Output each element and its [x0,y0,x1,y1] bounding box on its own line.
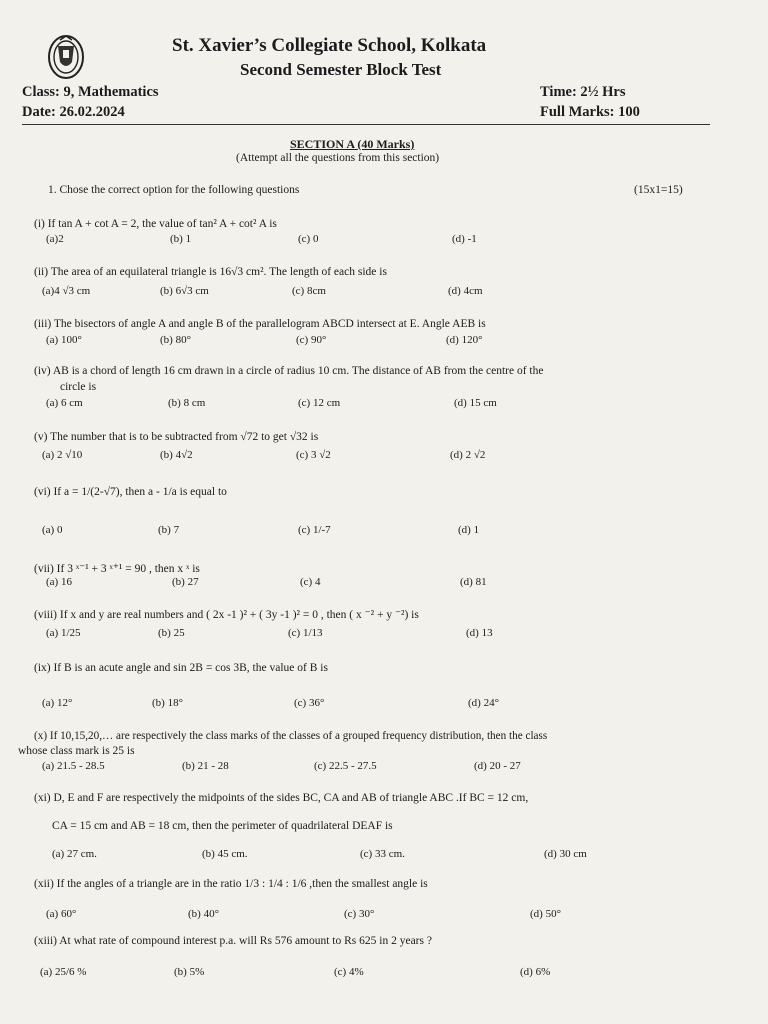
question-x-option-b: (b) 21 - 28 [182,760,229,772]
question-v: (v) The number that is to be subtracted from √72 to get √32 is [34,431,319,443]
section-name: SECTION A [290,137,355,151]
question-xi-option-c: (c) 33 cm. [360,848,405,860]
question-i-option-b: (b) 1 [170,233,192,245]
class-label: Class: 9, Mathematics [22,84,159,100]
question-vi: (vi) If a = 1/(2-√7), then a - 1/a is equal to [34,486,227,498]
question-xiii-option-b: (b) 5% [174,966,205,978]
question-iv-line2: circle is [60,381,97,393]
question-xiii: (xiii) At what rate of compound interest p.a. will Rs 576 amount to Rs 625 in 2 years ? [34,935,432,947]
question-ix-option-c: (c) 36° [294,697,325,709]
question-v-option-a: (a) 2 √10 [42,449,83,461]
question-ix: (ix) If B is an acute angle and sin 2B = cos 3B, the value of B is [34,662,328,674]
question-viii-option-a: (a) 1/25 [46,627,81,639]
section-title [290,137,414,152]
question-iv-option-c: (c) 12 cm [298,397,341,409]
question-ii-option-d: (d) 4cm [448,285,483,297]
question-iv: (iv) AB is a chord of length 16 cm drawn in a circle of radius 10 cm. The distance of AB from the centre of the [34,365,544,377]
question-ii-option-c: (c) 8cm [292,285,326,297]
question-iii-option-b: (b) 80° [160,334,191,346]
date-label: Date: 26.02.2024 [22,104,125,120]
question-x-line2: whose class mark is 25 is [18,745,135,757]
question-xii-option-c: (c) 30° [344,908,375,920]
question-iii-option-d: (d) 120° [446,334,483,346]
question-v-option-d: (d) 2 √2 [450,449,486,461]
question-ix-option-d: (d) 24° [468,697,499,709]
question-xi-option-b: (b) 45 cm. [202,848,248,860]
question-x: (x) If 10,15,20,… are respectively the class marks of the classes of a grouped frequency distribution, then the class [34,730,548,742]
exam-title: Second Semester Block Test [240,60,442,79]
school-name: St. Xavier’s Collegiate School, Kolkata [172,35,487,56]
question-viii-option-d: (d) 13 [466,627,493,639]
question-x-option-c: (c) 22.5 - 27.5 [314,760,377,772]
question-i-option-d: (d) -1 [452,233,477,245]
question-x-option-d: (d) 20 - 27 [474,760,521,772]
question-iv-option-d: (d) 15 cm [454,397,497,409]
question-viii: (viii) If x and y are real numbers and ( 2x -1 )² + ( 3y -1 )² = 0 , then ( x ⁻² + y ⁻²) is [34,609,419,621]
school-crest-logo [46,32,86,82]
question-xiii-option-d: (d) 6% [520,966,551,978]
question-1-text: 1. Chose the correct option for the following questions [48,184,300,196]
question-vii-option-b: (b) 27 [172,576,199,588]
question-vii: (vii) If 3 ˣ⁻¹ + 3 ˣ⁺¹ = 90 , then x ˣ is [34,563,200,575]
question-vii-option-a: (a) 16 [46,576,72,588]
full-marks-label: Full Marks: 100 [540,104,640,120]
question-xii-option-d: (d) 50° [530,908,561,920]
question-vi-option-a: (a) 0 [42,524,63,536]
time-label: Time: 2½ Hrs [540,84,626,100]
question-xi: (xi) D, E and F are respectively the midpoints of the sides BC, CA and AB of triangle ABC .If BC = 12 cm, [34,792,529,804]
question-xi-option-a: (a) 27 cm. [52,848,97,860]
question-xii-option-b: (b) 40° [188,908,219,920]
header-divider [22,124,710,125]
question-vi-option-b: (b) 7 [158,524,180,536]
question-iv-option-b: (b) 8 cm [168,397,206,409]
question-vii-option-c: (c) 4 [300,576,321,588]
question-xi-option-d: (d) 30 cm [544,848,587,860]
question-i-option-c: (c) 0 [298,233,319,245]
question-viii-option-c: (c) 1/13 [288,627,323,639]
section-instruction: (Attempt all the questions from this section) [236,152,440,164]
question-ii-option-b: (b) 6√3 cm [160,285,209,297]
question-xiii-option-a: (a) 25/6 % [40,966,87,978]
question-xiii-option-c: (c) 4% [334,966,364,978]
question-ix-option-b: (b) 18° [152,697,183,709]
question-iii: (iii) The bisectors of angle A and angle B of the parallelogram ABCD intersect at E. Angle AEB is [34,318,486,330]
question-ii-option-a: (a)4 √3 cm [42,285,91,297]
question-iii-option-a: (a) 100° [46,334,82,346]
question-iii-option-c: (c) 90° [296,334,327,346]
question-vi-option-c: (c) 1/-7 [298,524,331,536]
question-v-option-c: (c) 3 √2 [296,449,331,461]
question-1-marks: (15x1=15) [634,184,683,196]
question-xii: (xii) If the angles of a triangle are in the ratio 1/3 : 1/4 : 1/6 ,then the smallest angle is [34,878,428,890]
question-x-option-a: (a) 21.5 - 28.5 [42,760,105,772]
question-i-option-a: (a)2 [46,233,64,245]
question-xii-option-a: (a) 60° [46,908,77,920]
question-ii: (ii) The area of an equilateral triangle is 16√3 cm². The length of each side is [34,266,387,278]
question-vii-option-d: (d) 81 [460,576,487,588]
question-vi-option-d: (d) 1 [458,524,480,536]
question-viii-option-b: (b) 25 [158,627,185,639]
section-marks: (40 Marks) [357,137,415,151]
question-ix-option-a: (a) 12° [42,697,73,709]
question-iv-option-a: (a) 6 cm [46,397,83,409]
question-xi-line2: CA = 15 cm and AB = 18 cm, then the perimeter of quadrilateral DEAF is [52,820,393,832]
question-v-option-b: (b) 4√2 [160,449,193,461]
question-i: (i) If tan A + cot A = 2, the value of tan² A + cot² A is [34,218,277,230]
